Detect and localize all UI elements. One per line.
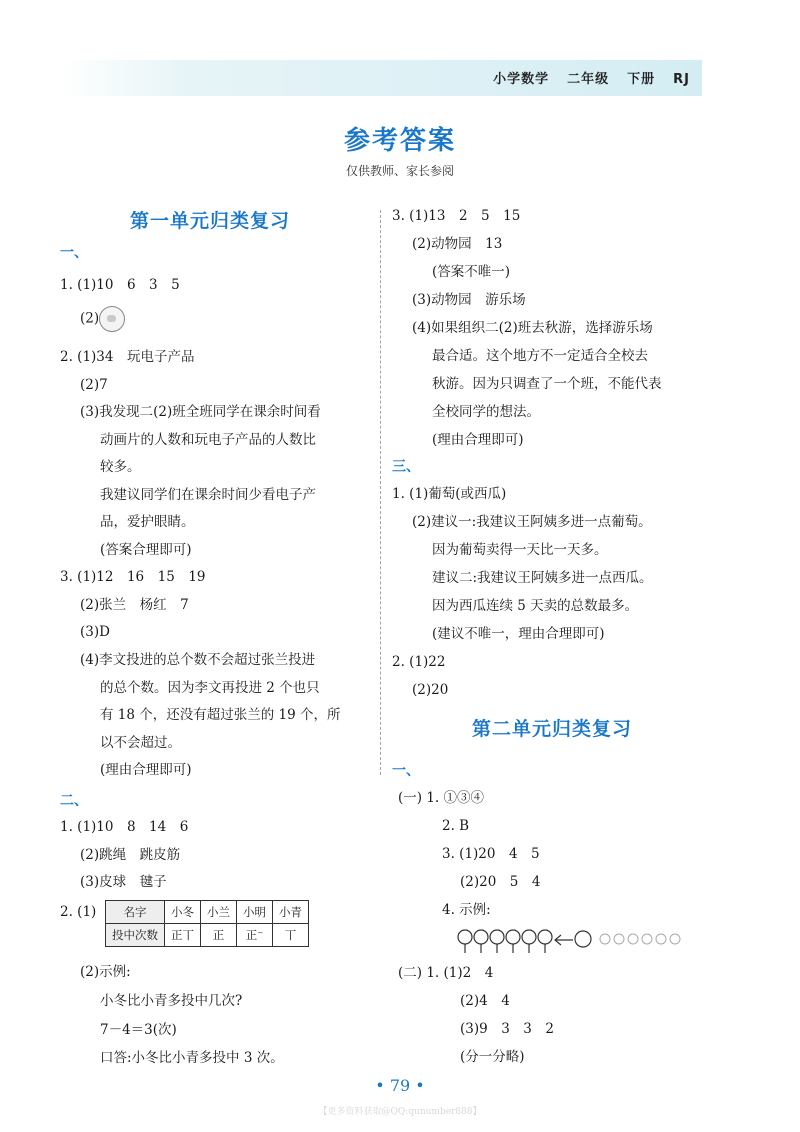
answer-line: 因为西瓜连续 5 天卖的总数最多。	[432, 598, 639, 614]
answer-line: 2. (1)22	[392, 654, 446, 670]
answer-line: 7－4＝3(次)	[100, 1022, 177, 1038]
section-1: 一、	[392, 763, 420, 779]
watermark-footer: 【更多资料获取@QQ:qunumber888】	[318, 1107, 482, 1117]
book-info	[475, 68, 690, 87]
answer-line: 最合适。这个地方不一定适合全校去	[432, 348, 648, 364]
table-cell: 正	[201, 924, 237, 947]
answer-line: 2. (1)34 玩电子产品	[60, 349, 195, 365]
answer-line: (2)示例:	[80, 964, 131, 980]
page-title: 参考答案	[343, 126, 456, 156]
answer-line: 全校同学的想法。	[432, 404, 540, 420]
answer-line: 2. (1)	[60, 904, 97, 920]
table-cell: 投中次数	[106, 924, 165, 947]
answer-line: 3. (1)13 2 5 15	[392, 208, 521, 224]
answer-line: (3)动物园 游乐场	[412, 292, 526, 308]
answer-line: (3)我发现二(2)班全班同学在课余时间看	[80, 404, 321, 420]
answer-line: 品，爱护眼睛。	[100, 514, 195, 530]
answer-line: 3. (1)20 4 5	[442, 846, 540, 862]
answer-line: 3. (1)12 16 15 19	[60, 569, 206, 585]
answer-line: (答案合理即可)	[100, 542, 192, 558]
table-header-cell: 小明	[237, 901, 273, 924]
answer-text: (2)	[80, 310, 100, 327]
answer-line: (3)9 3 3 2	[460, 1021, 554, 1037]
section-2: 二、	[60, 793, 88, 809]
answer-line: (2)跳绳 跳皮筋	[80, 847, 181, 863]
answer-line: (4)如果组织二(2)班去秋游，选择游乐场	[412, 320, 653, 336]
answer-line: 以不会超过。	[100, 735, 181, 751]
answer-line: (一) 1. ①③④	[398, 790, 484, 806]
answer-line: 1. (1)葡萄(或西瓜)	[392, 486, 507, 502]
answer-line: 2. B	[442, 818, 470, 834]
table-header-cell: 小冬	[165, 901, 201, 924]
table-cell: 正丅	[165, 924, 201, 947]
answer-line: (2)20	[412, 682, 449, 698]
smiley-sticker-icon	[99, 306, 125, 332]
column-divider	[380, 210, 381, 775]
answer-line: (4)李文投进的总个数不会超过张兰投进	[80, 652, 316, 668]
subject: 小学数学	[493, 72, 550, 87]
answer-line: (2)建议一:我建议王阿姨多进一点葡萄。	[412, 514, 652, 530]
answer-line: (二) 1. (1)2 4	[398, 965, 494, 981]
unit1-title: 第一单元归类复习	[129, 210, 290, 232]
answer-line: 口答:小冬比小青多投中 3 次。	[100, 1050, 284, 1066]
table-cell: 正⁻	[237, 924, 273, 947]
answer-line: (分一分略)	[460, 1049, 525, 1065]
table-header-cell: 小兰	[201, 901, 237, 924]
answer-line: (建议不唯一，理由合理即可)	[432, 626, 605, 642]
answer-line: (2)张兰 杨红 7	[80, 597, 189, 613]
answer-line: (2)4 4	[460, 993, 510, 1009]
answer-line: 1. (1)10 6 3 5	[60, 277, 180, 293]
answer-line: 秋游。因为只调查了一个班，不能代表	[432, 376, 662, 392]
balloon-sequence-illustration	[455, 925, 695, 955]
page-subtitle: 仅供教师、家长参阅	[345, 164, 454, 178]
table-cell: 丅	[273, 924, 309, 947]
section-3: 三、	[392, 459, 420, 475]
table-header-cell: 名字	[106, 901, 165, 924]
table-header-cell: 小青	[273, 901, 309, 924]
section-1: 一、	[60, 245, 88, 261]
tally-table	[105, 900, 309, 947]
answer-line: 较多。	[100, 459, 141, 475]
answer-line: 4. 示例:	[442, 902, 491, 918]
answer-line: (2)动物园 13	[412, 236, 503, 252]
answer-line: (理由合理即可)	[432, 432, 524, 448]
edition: RJ	[673, 72, 690, 87]
answer-line: (2)20 5 4	[460, 874, 541, 890]
answer-line: (3)D	[80, 624, 110, 640]
answer-line: 我建议同学们在课余时间少看电子产	[100, 487, 316, 503]
answer-line: 有 18 个，还没有超过张兰的 19 个，所	[100, 707, 341, 723]
unit2-title: 第二单元归类复习	[471, 718, 632, 740]
term: 下册	[627, 72, 656, 87]
grade: 二年级	[567, 72, 610, 87]
answer-line: 1. (1)10 8 14 6	[60, 819, 189, 835]
answer-line: (2)7	[80, 377, 108, 393]
page-number: • 79 •	[375, 1076, 425, 1095]
answer-line: (3)皮球 毽子	[80, 874, 167, 890]
answer-line: 动画片的人数和玩电子产品的人数比	[100, 432, 316, 448]
answer-line: 小冬比小青多投中几次?	[100, 993, 243, 1009]
answer-line: 因为葡萄卖得一天比一天多。	[432, 542, 608, 558]
answer-line: 建议二:我建议王阿姨多进一点西瓜。	[432, 570, 653, 586]
answer-line: 的总个数。因为李文再投进 2 个也只	[100, 680, 320, 696]
answer-line	[80, 306, 125, 332]
answer-line: (理由合理即可)	[100, 762, 192, 778]
answer-line: (答案不唯一)	[432, 264, 511, 280]
